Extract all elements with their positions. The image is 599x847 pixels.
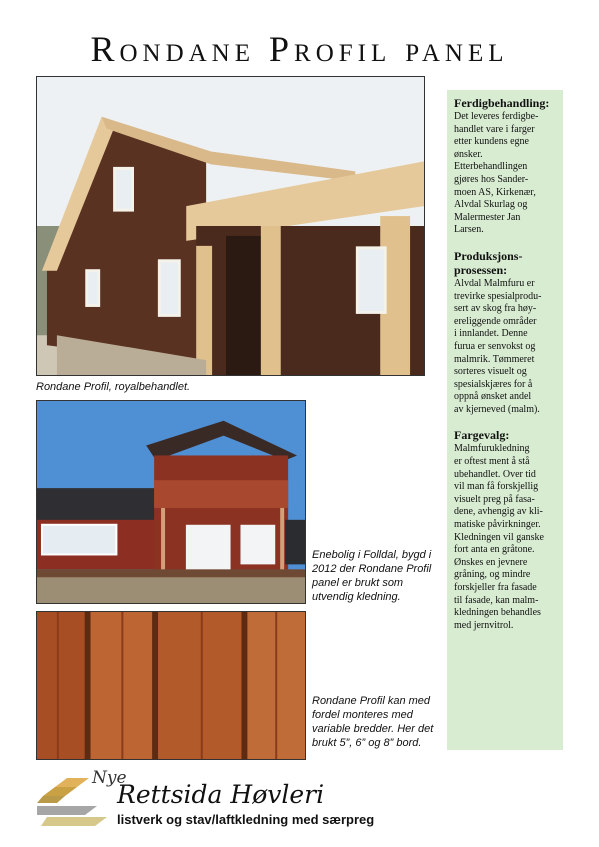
photo-house-folldal [36,400,306,604]
sidebar-heading-production: Produksjons- prosessen: [454,248,523,277]
logo-tagline: listverk og stav/laftkledning med særpreg [117,812,375,827]
photo-house-royal-caption: Rondane Profil, royalbehandlet. [36,381,191,393]
photo-panel-closeup [36,611,306,760]
photo-panel-closeup-caption: Rondane Profil kan med fordel monteres med variable bredder. Her det brukt 5”, 6” og 8” bord. [312,695,434,749]
sidebar-text-finish: Det leveres ferdigbe- handlet vare i farger etter kundens egne ønsker. Etterbehandlingen gjøres hos Sander- moen AS, Kirkenær, Alvdal Skurlag og Malermester Jan Larsen. [454,111,539,236]
logo-company-name: Rettsida Høvleri [117,780,325,809]
info-sidebar [447,90,563,750]
sidebar-heading-color: Fargevalg: [454,428,510,443]
sidebar-text-color: Malmfurukledning er oftest ment å stå ubehandlet. Over tid vil man få forskjellig visuelt preg på fasa- dene, avhengig av kli- matiske påvirkninger. Kledningen vil ganske fort anta en gråtone. Ønskes en jevnere gråning, og mindre forskjeller fra fasade til fasade, kan malm- kledningen behandles med jernvitrol. [454,443,544,631]
photo-house-royal [36,76,425,376]
sidebar-text-production: Alvdal Malmfuru er trevirke spesialprodu- sert av skog fra høy- ereliggende områder i innlandet. Denne furua er senvokst og malmrik. Tømmeret sorteres visuelt og spesialskjæres for å oppnå ønsket andel av kjerneved (malm). [454,277,542,415]
sidebar-heading-finish: Ferdigbehandling: [454,96,550,110]
logo-prefix: Nye [92,768,127,788]
page-title: Rondane Profil panel [90,29,509,69]
photo-house-folldal-caption: Enebolig i Folldal, bygd i 2012 der Rondane Profil panel er brukt som utvendig kledning. [312,549,432,603]
